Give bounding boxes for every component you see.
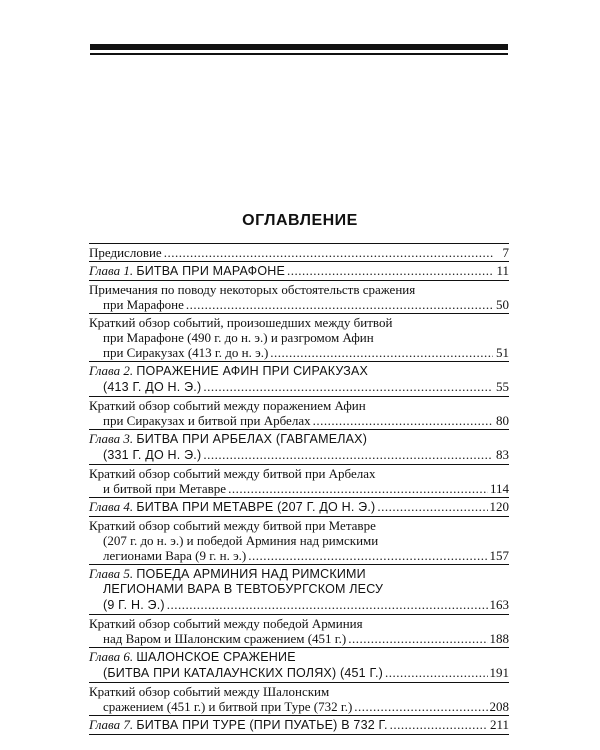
page-number: 163 (489, 597, 509, 612)
page-number: 191 (489, 665, 509, 680)
toc-entry[interactable] (89, 261, 509, 280)
toc-entry-line (89, 315, 509, 330)
toc-entry-line (89, 717, 509, 733)
toc-entry-line (89, 649, 509, 665)
dot-leader (354, 699, 487, 714)
dot-leader (228, 481, 488, 496)
toc-entry-line (89, 345, 509, 360)
toc-entry[interactable] (89, 396, 509, 429)
dot-leader (203, 447, 493, 462)
dot-leader (390, 717, 488, 732)
chapter-title: ПОРАЖЕНИЕ АФИН ПРИ СИРАКУЗАХ (136, 364, 369, 378)
page-number: 50 (496, 297, 509, 312)
chapter-number: Глава 4. (89, 499, 137, 514)
toc-entry-line (89, 282, 509, 297)
dot-leader (385, 665, 488, 680)
chapter-title: (БИТВА ПРИ КАТАЛАУНСКИХ ПОЛЯХ) (451 Г.) (103, 666, 383, 680)
toc-entry[interactable] (89, 361, 509, 396)
entry-text: при Марафоне (490 г. до н. э.) и разгромом Афин (103, 330, 374, 345)
toc-entry-line (89, 616, 509, 631)
toc-entry-line (89, 245, 509, 260)
toc-entry[interactable] (89, 682, 509, 715)
chapter-number: Глава 1. (89, 263, 137, 278)
dot-leader (348, 631, 487, 646)
entry-text: (207 г. до н. э.) и победой Арминия над римскими (103, 533, 379, 548)
toc-entry-line (89, 398, 509, 413)
entry-text: Краткий обзор событий между Шалонским (89, 684, 330, 699)
toc-entry-line (89, 481, 509, 496)
entry-text: Краткий обзор событий между победой Арминия (89, 616, 363, 631)
entry-text: легионами Вара (9 г. н. э.) (103, 548, 247, 563)
toc-entry[interactable] (89, 614, 509, 647)
page-number: 208 (489, 699, 509, 714)
toc-entry-line (89, 684, 509, 699)
page-number: 114 (489, 481, 509, 496)
toc-entry-line (89, 499, 509, 515)
entry-text: Краткий обзор событий между битвой при Метавре (89, 518, 376, 533)
toc-entry[interactable] (89, 464, 509, 497)
page-number: 188 (489, 631, 509, 646)
page-number: 11 (496, 263, 509, 278)
toc-bottom-rule (89, 734, 509, 735)
dot-leader (167, 597, 488, 612)
toc-heading: ОГЛАВЛЕНИЕ (242, 212, 358, 229)
entry-text: сражением (451 г.) и битвой при Туре (732 г.) (103, 699, 353, 714)
toc-entry-line (89, 597, 509, 613)
chapter-title: БИТВА ПРИ АРБЕЛАХ (ГАВГАМЕЛАХ) (136, 432, 368, 446)
entry-text: при Сиракузах (413 г. до н. э.) (103, 345, 269, 360)
chapter-title: БИТВА ПРИ МАРАФОНЕ (136, 264, 286, 278)
toc-entry-line (89, 447, 509, 463)
toc-entry-line (89, 297, 509, 312)
toc-entry-line (89, 263, 509, 279)
page-number: 83 (496, 447, 509, 462)
toc-entry-line (89, 431, 509, 447)
chapter-title: (9 Г. Н. Э.) (103, 598, 165, 612)
toc-entry-line (89, 631, 509, 646)
toc-entry[interactable] (89, 497, 509, 516)
toc-entry[interactable] (89, 647, 509, 682)
toc-entry-line (89, 548, 509, 563)
toc-entry-line (89, 379, 509, 395)
chapter-number: Глава 6. (89, 649, 137, 664)
dot-leader (164, 245, 493, 260)
top-rule-thin (90, 53, 508, 55)
toc-entry[interactable] (89, 313, 509, 361)
entry-text: над Варом и Шалонским сражением (451 г.) (103, 631, 347, 646)
toc-entry-line (89, 533, 509, 548)
toc-entry[interactable] (89, 516, 509, 564)
chapter-number: Глава 2. (89, 363, 137, 378)
chapter-title: БИТВА ПРИ МЕТАВРЕ (207 Г. ДО Н. Э.) (136, 500, 376, 514)
page-number: 211 (489, 717, 509, 732)
toc-entry-line (89, 699, 509, 714)
chapter-title: ПОБЕДА АРМИНИЯ НАД РИМСКИМИ (136, 567, 366, 581)
entry-text: Краткий обзор событий между поражением Афин (89, 398, 366, 413)
toc-entry[interactable] (89, 429, 509, 464)
toc-entry[interactable] (89, 243, 509, 261)
chapter-number: Глава 3. (89, 431, 137, 446)
dot-leader (287, 263, 493, 278)
toc-entry[interactable] (89, 280, 509, 313)
chapter-number: Глава 5. (89, 566, 137, 581)
toc-entry-line (89, 363, 509, 379)
toc-entry[interactable] (89, 715, 509, 734)
chapter-title: ЛЕГИОНАМИ ВАРА В ТЕВТОБУРГСКОМ ЛЕСУ (103, 582, 384, 596)
toc-entry-line (89, 518, 509, 533)
toc-entry-line (89, 566, 509, 582)
entry-text: и битвой при Метавре (103, 481, 227, 496)
page-number: 55 (496, 379, 509, 394)
page-number: 7 (502, 245, 509, 260)
entry-text: Примечания по поводу некоторых обстоятельств сражения (89, 282, 416, 297)
entry-text: при Сиракузах и битвой при Арбелах (103, 413, 311, 428)
entry-text: Краткий обзор событий между битвой при Арбелах (89, 466, 376, 481)
table-of-contents (89, 243, 509, 735)
top-rule-thick (90, 44, 508, 50)
dot-leader (270, 345, 493, 360)
chapter-number: Глава 7. (89, 717, 137, 732)
dot-leader (248, 548, 487, 563)
dot-leader (203, 379, 493, 394)
page-number: 120 (489, 499, 509, 514)
chapter-title: (413 Г. ДО Н. Э.) (103, 380, 202, 394)
entry-text: Краткий обзор событий, произошедших между битвой (89, 315, 393, 330)
toc-entry[interactable] (89, 564, 509, 614)
dot-leader (377, 499, 487, 514)
toc-entry-line (89, 582, 509, 597)
chapter-title: (331 Г. ДО Н. Э.) (103, 448, 202, 462)
toc-entry-line (89, 466, 509, 481)
page-number: 157 (489, 548, 509, 563)
page-number: 51 (496, 345, 509, 360)
toc-entry-line (89, 665, 509, 681)
entry-text: при Марафоне (103, 297, 184, 312)
entry-text: Предисловие (89, 245, 162, 260)
toc-entry-line (89, 330, 509, 345)
dot-leader (186, 297, 493, 312)
page-number: 80 (496, 413, 509, 428)
chapter-title: ШАЛОНСКОЕ СРАЖЕНИЕ (136, 650, 296, 664)
dot-leader (313, 413, 493, 428)
toc-entry-line (89, 413, 509, 428)
chapter-title: БИТВА ПРИ ТУРЕ (ПРИ ПУАТЬЕ) В 732 Г. (136, 718, 388, 732)
